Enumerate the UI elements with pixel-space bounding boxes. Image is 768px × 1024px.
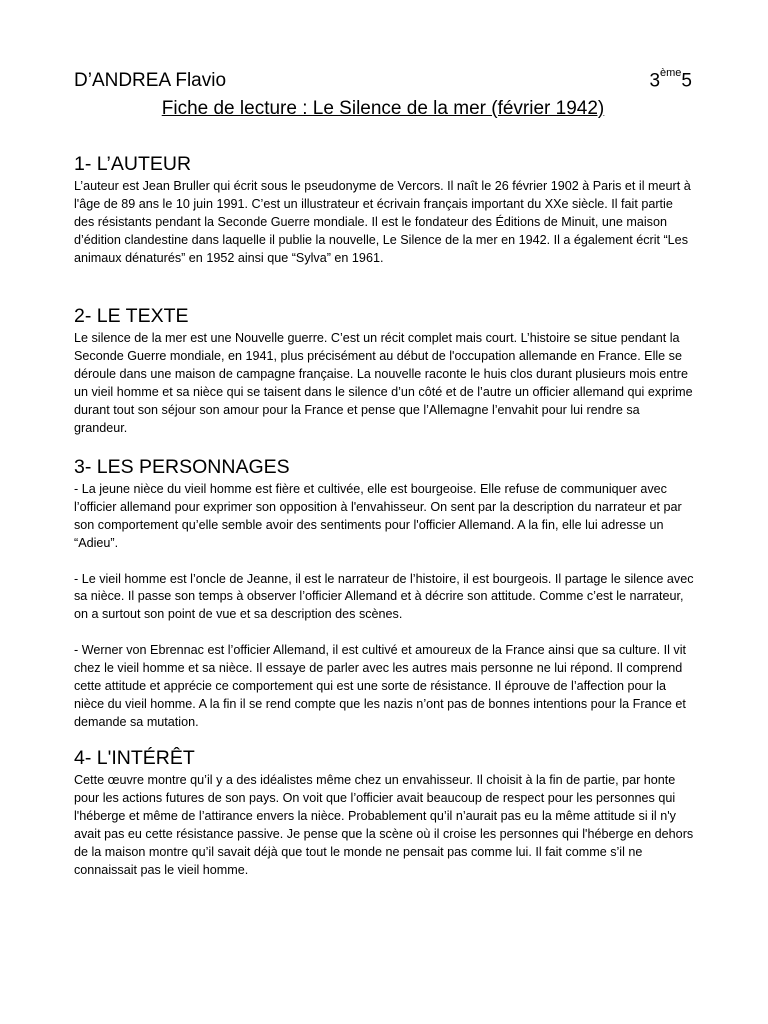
section-heading: 1- L’AUTEUR (74, 153, 192, 175)
header-row (74, 67, 692, 92)
section-interest (74, 746, 694, 879)
class-suffix: 5 (681, 70, 692, 92)
section-text (74, 304, 694, 437)
section-heading: 2- LE TEXTE (74, 305, 189, 327)
section-paragraph: L’auteur est Jean Bruller qui écrit sous le pseudonyme de Vercors. Il naît le 26 février 1902 à Paris et il meurt à l'âge de 89 ans le 10 juin 1991. C’est un illustrateur et écrivain français important du XXe siècle. Il fait partie des résistants pendant la Seconde Guerre mondiale. Il est le fondateur des Éditions de Minuit, une maison d’édition clandestine dans laquelle il publie la nouvelle, Le Silence de la mer en 1942. Il a également écrit “Les animaux dénaturés” en 1952 ainsi que “Sylva” en 1961. (74, 179, 691, 265)
author-name: D’ANDREA Flavio (74, 70, 227, 92)
section-heading: 4- L'INTÉRÊT (74, 747, 195, 769)
section-paragraph: - Werner von Ebrennac est l’officier Allemand, il est cultivé et amoureux de la France ainsi que sa culture. Il vit chez le vieil homme et sa nièce. Il essaye de parler avec les autres mais personne ne lui répond. Il comprend cette attitude et apprécie ce comportement qui est une sorte de résistance. Il éprouve de l’affection pour la nièce du vieil homme. A la fin il se rend compte que les nazis n’ont pas de bonnes intentions pour la France et demande sa mutation. (74, 643, 687, 729)
section-author (74, 152, 694, 268)
section-paragraph: - La jeune nièce du vieil homme est fière et cultivée, elle est bourgeoise. Elle refuse de communiquer avec l’officier allemand pour exprimer son opposition à l'envahisseur. On sent par la description du narrateur et par son comportement qu’elle semble avoir des sentiments pour l'officier Allemand. A la fin, elle lui adresse un “Adieu”. (74, 482, 682, 550)
section-paragraph: Le silence de la mer est une Nouvelle guerre. C’est un récit complet mais court. L’histoire se situe pendant la Seconde Guerre mondiale, en 1941, plus précisément au début de l'occupation allemande en France. Elle se déroule dans une maison de campagne française. La nouvelle raconte le huis clos durant plusieurs mois entre un vieil homme et sa nièce qui se taisent dans le silence d’un côté et de l’autre un officier allemand qui exprime durant tout son séjour son amour pour la France et pense que l’Allemagne l’envahit pour lui rendre sa grandeur. (74, 331, 693, 435)
section-paragraph: Cette œuvre montre qu’il y a des idéalistes même chez un envahisseur. Il choisit à la fin de partie, par honte pour les actions futures de son pays. On voit que l’officier avait beaucoup de respect pour les personnes qui l'héberge et même de l’attirance envers la nièce. Probablement qu’il n’aurait pas eu la même attitude si il n'y avait pas eu cette résistance passive. Je pense que la scène où il croise les personnes qui l'héberge en dehors de la maison montre qu’il savait déjà que tout le monde ne pensait pas comme lui. Il fait comme s’il ne connaissait pas le vieil homme. (74, 773, 694, 877)
document-title: Fiche de lecture : Le Silence de la mer (février 1942) (161, 98, 605, 119)
section-heading: 3- LES PERSONNAGES (74, 456, 290, 478)
class-superscript: ème (660, 67, 682, 79)
section-characters (74, 455, 694, 732)
class-number: 3 (649, 70, 661, 92)
class-label (649, 67, 692, 92)
section-paragraph: - Le vieil homme est l’oncle de Jeanne, il est le narrateur de l’histoire, il est bourgeois. Il partage le silence avec sa nièce. Il passe son temps à observer l’officier Allemand et à décrire son attitude. Comme c’est le narrateur, on a surtout son point de vue et sa description des scènes. (74, 571, 694, 622)
